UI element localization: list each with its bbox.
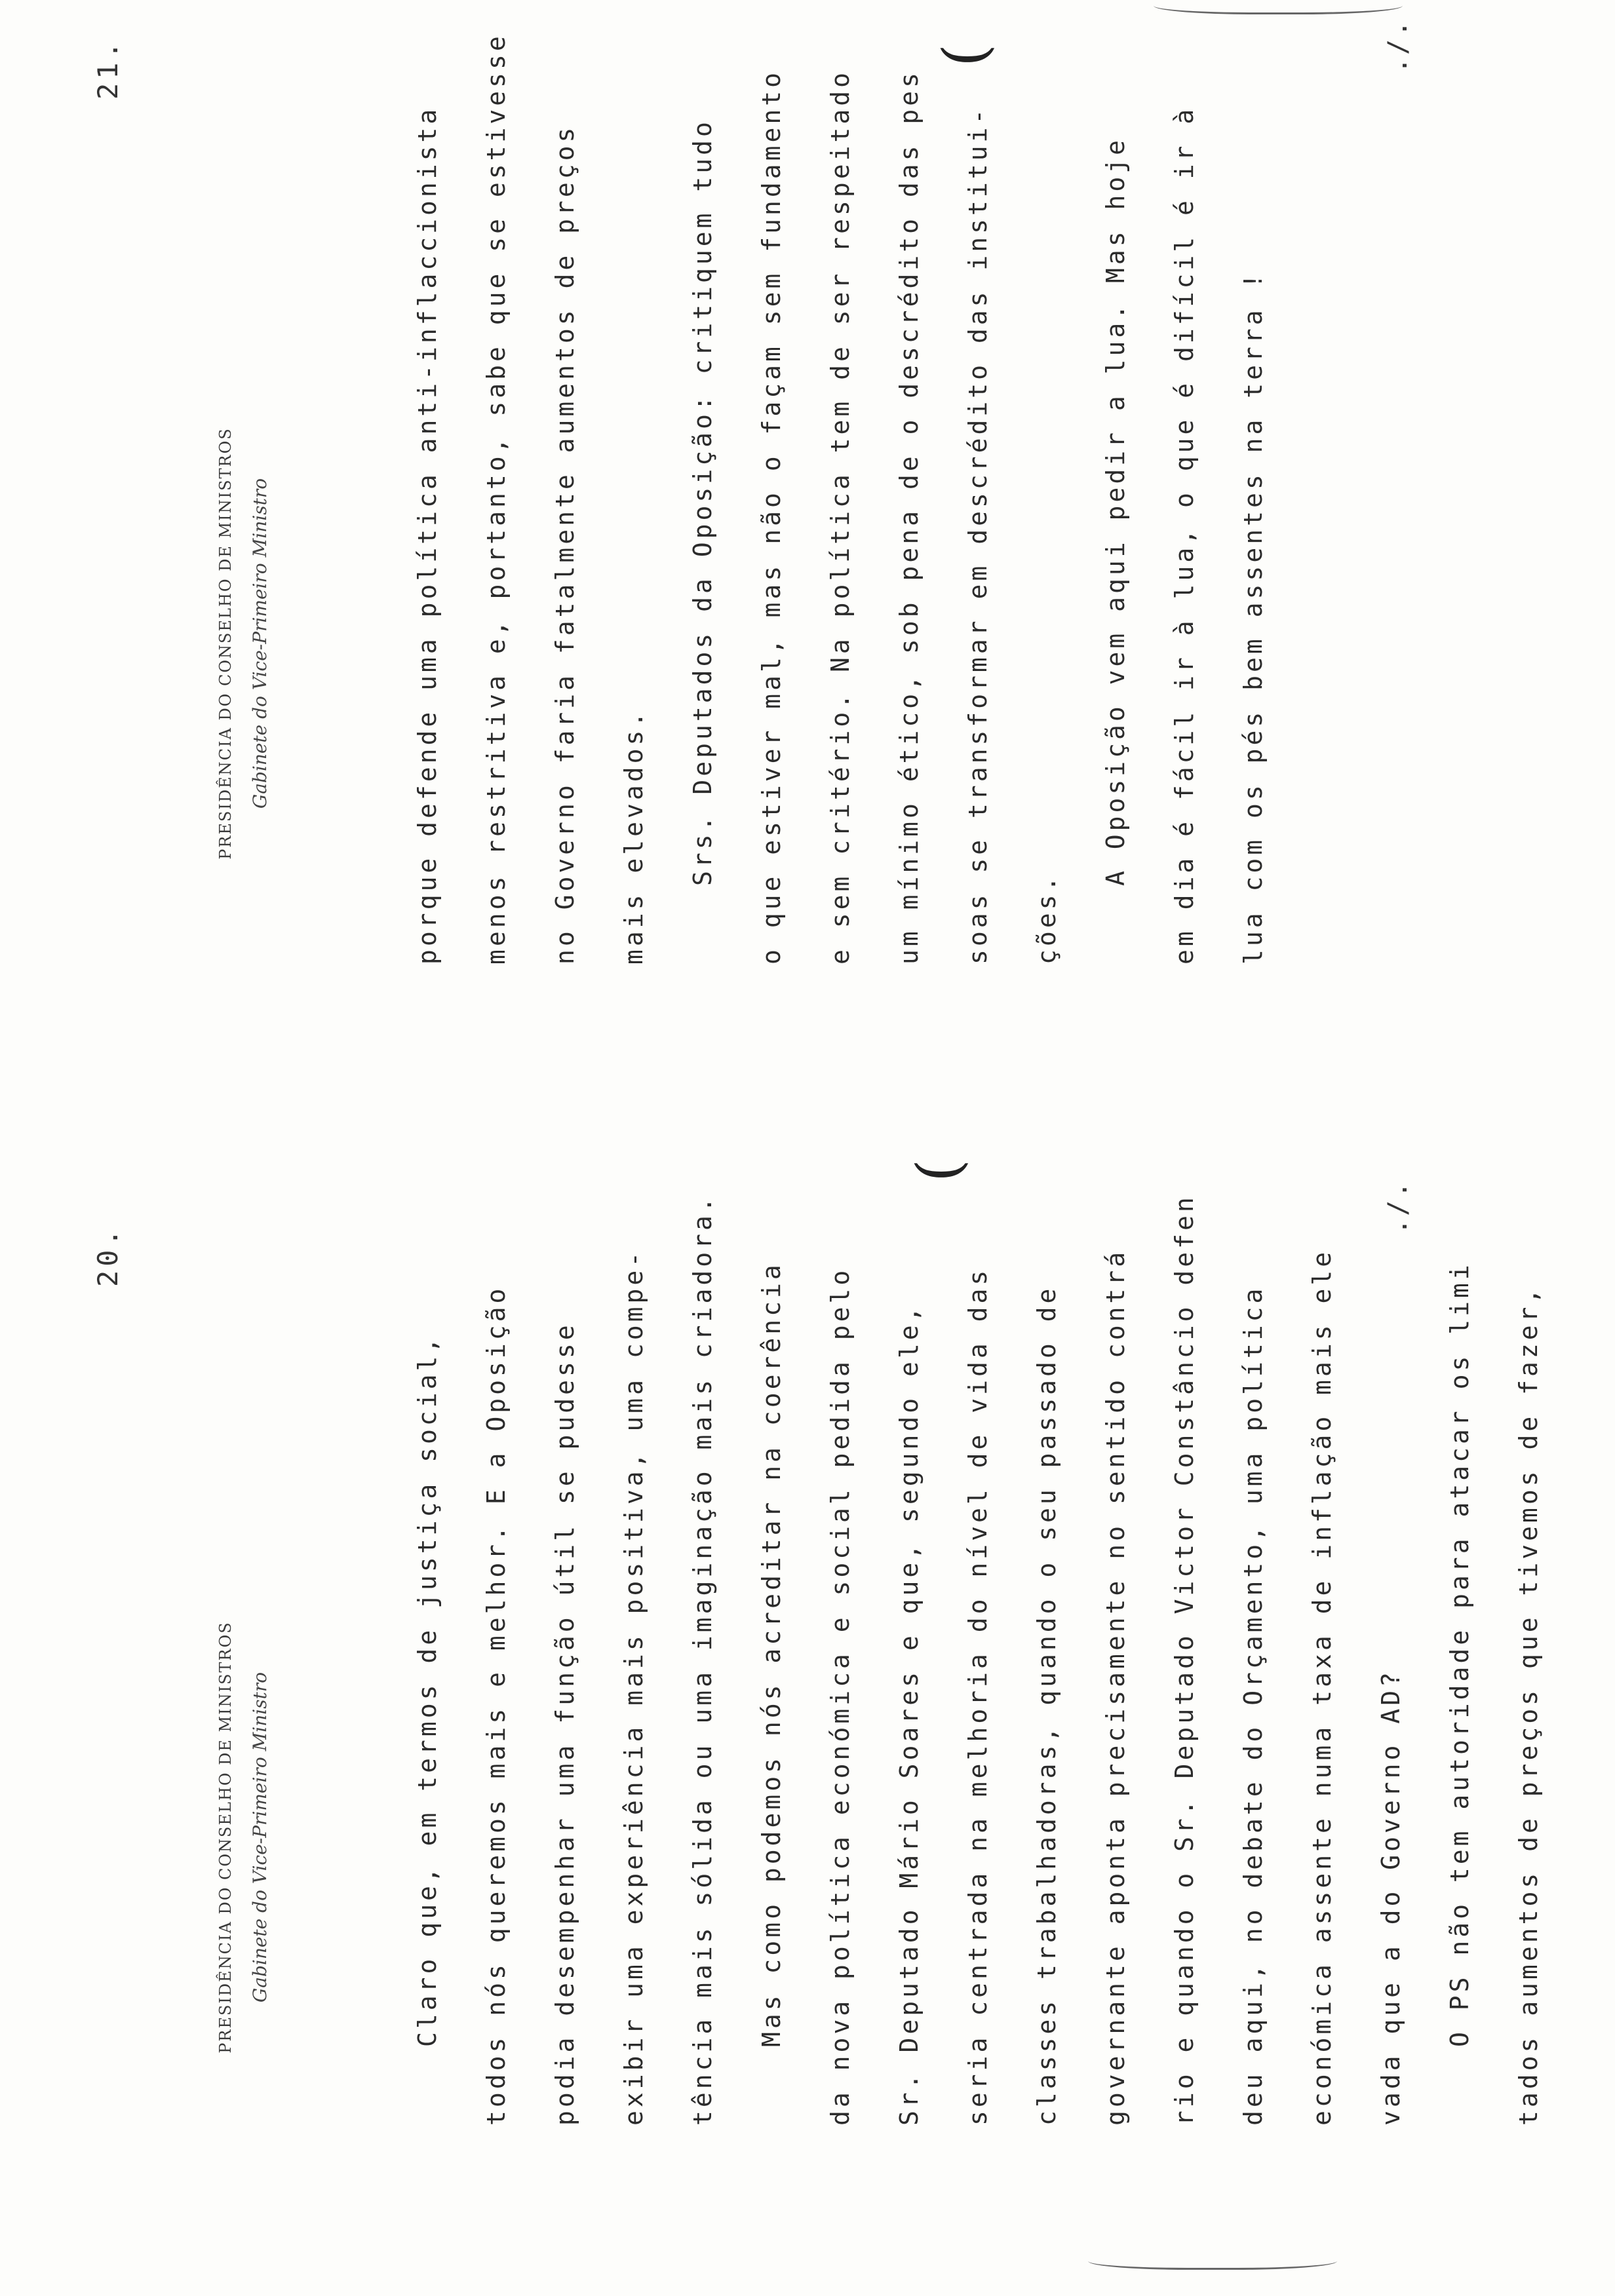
page-number: 21. [92, 38, 124, 100]
text-line: rio e quando o Sr. Deputado Victor Constâncio defen [1170, 1194, 1199, 2126]
text-line: ções. [1032, 873, 1061, 965]
text-line: governante aponta precisamente no sentido contrá [1101, 1248, 1130, 2126]
letterhead-title: PRESIDÊNCIA DO CONSELHO DE MINISTROS [216, 1621, 235, 2054]
text-line: um mínimo ético, sob pena de o descrédito das pes [895, 69, 924, 965]
text-line: classes trabalhadoras, quando o seu passado de [1032, 1285, 1061, 2126]
text-line: Mas como podemos nós acreditar na coerência [757, 1261, 786, 2047]
letterhead-title: PRESIDÊNCIA DO CONSELHO DE MINISTROS [216, 427, 235, 860]
text-line: em dia é fácil ir à lua, o que é difícil é ir à [1170, 105, 1199, 965]
text-line: Sr. Deputado Mário Soares e que, segundo ele, [895, 1303, 924, 2126]
text-line: A Oposição vem aqui pedir a lua. Mas hoje [1101, 137, 1130, 886]
text-line: exibir uma experiência mais positiva, uma compe- [619, 1248, 648, 2126]
margin-pencil-mark [1088, 2248, 1337, 2270]
text-line: Srs. Deputados da Oposição: critiquem tudo [688, 119, 717, 886]
margin-pencil-mark [1154, 0, 1403, 14]
text-line: soas se transformar em descrédito das institui- [963, 105, 992, 965]
continuation-mark: ./. [1383, 1179, 1413, 1234]
text-line: o que estiver mal, mas não o façam sem fundamento [757, 69, 786, 965]
text-line: porque defende uma política anti-inflaccionista [413, 105, 442, 965]
text-line: tência mais sólida ou uma imaginação mais criadora. [688, 1194, 717, 2126]
pencil-bracket-mark: ( [905, 1158, 973, 1182]
text-line: todos nós queremos mais e melhor. E a Oposição [482, 1285, 511, 2126]
text-line: Claro que, em termos de justiça social, [413, 1334, 442, 2047]
text-line: tados aumentos de preços que tivemos de fazer, [1514, 1285, 1543, 2126]
text-line: e sem critério. Na política tem de ser respeitado [826, 69, 855, 965]
letterhead [216, 1470, 271, 2204]
text-line: mais elevados. [619, 708, 648, 965]
continuation-mark: ./. [1383, 18, 1413, 73]
page-20 [0, 1148, 1615, 2296]
body-text [393, 1194, 1563, 2126]
letterhead [216, 277, 271, 1010]
letterhead-subtitle: Gabinete do Vice-Primeiro Ministro [249, 478, 271, 809]
text-line: O PS não tem autoridade para atacar os limi [1445, 1261, 1474, 2047]
text-line: no Governo faria fatalmente aumentos de preços [551, 124, 579, 965]
text-line: seria centrada na melhoria do nível de vida das [963, 1267, 992, 2126]
text-line: da nova política económica e social pedida pelo [826, 1267, 855, 2126]
text-line: podia desempenhar uma função útil se pudesse [551, 1322, 579, 2126]
page-number: 20. [92, 1225, 124, 1287]
body-text [393, 33, 1288, 965]
text-line: económica assente numa taxa de inflação mais ele [1308, 1248, 1336, 2126]
pencil-bracket-mark: ( [931, 43, 1000, 67]
letterhead-subtitle: Gabinete do Vice-Primeiro Ministro [249, 1672, 271, 2003]
text-line: lua com os pés bem assentes na terra ! [1239, 270, 1268, 965]
text-line: vada que a do Governo AD? [1376, 1669, 1405, 2126]
text-line: menos restritiva e, portanto, sabe que se estivesse [482, 33, 511, 965]
text-line: deu aqui, no debate do Orçamento, uma política [1239, 1285, 1268, 2126]
